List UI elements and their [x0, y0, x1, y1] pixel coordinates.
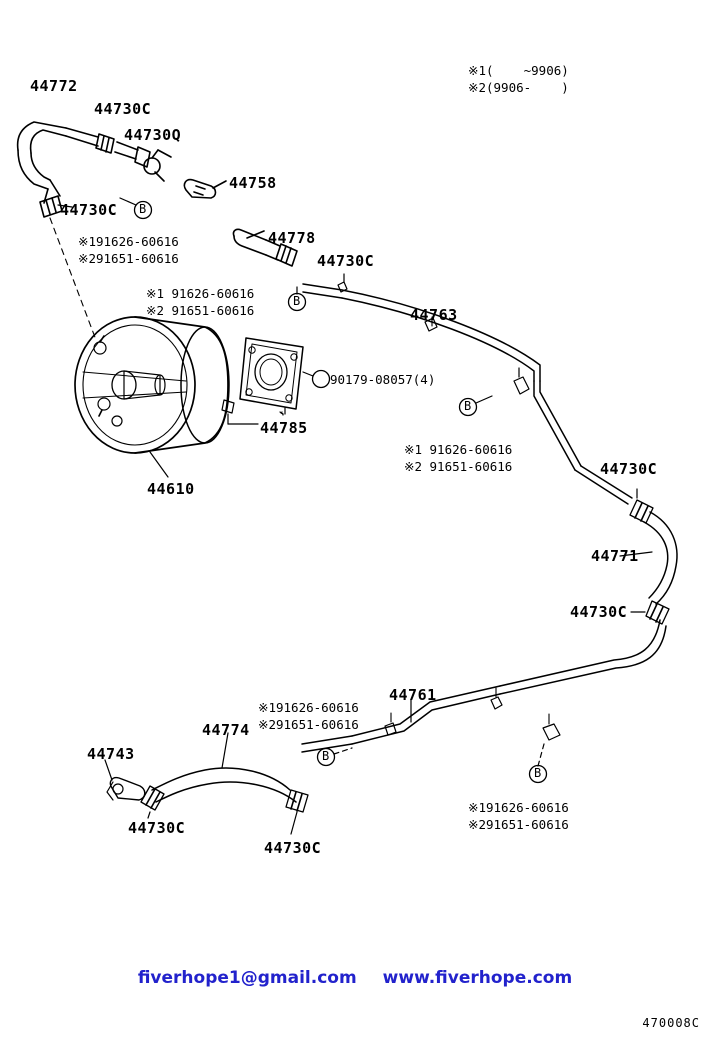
bolt-note-b-line2: ※2 91651-60616: [146, 302, 255, 318]
bolt-note-e-line2: ※291651-60616: [468, 816, 569, 832]
part-label-44730c-7: 44730C: [264, 839, 322, 857]
part-label-44730q: 44730Q: [124, 126, 182, 144]
callout-letter-b-3: B: [464, 399, 472, 413]
part-label-44610: 44610: [147, 480, 195, 498]
note-legend-line2: ※2(9906- ): [468, 79, 569, 95]
part-label-44774: 44774: [202, 721, 250, 739]
bolt-note-d-line2: ※291651-60616: [258, 716, 359, 732]
part-label-44730c-1: 44730C: [94, 100, 152, 118]
footer-email[interactable]: fiverhope1@gmail.com: [137, 968, 357, 988]
bolt-note-c-line1: ※1 91626-60616: [404, 442, 513, 457]
part-label-44761: 44761: [389, 686, 437, 704]
note-legend: [468, 63, 569, 97]
part-label-44785: 44785: [260, 419, 308, 437]
bolt-note-b: [146, 286, 254, 320]
part-label-44730c-2: 44730C: [60, 201, 118, 219]
bolt-note-a: [78, 234, 179, 268]
part-label-44758: 44758: [229, 174, 277, 192]
part-label-44730c-5: 44730C: [570, 603, 628, 621]
drawing-code: 470008C: [642, 1016, 700, 1030]
bolt-note-c-line2: ※2 91651-60616: [404, 458, 513, 474]
footer-links: [0, 968, 710, 988]
part-label-44771: 44771: [591, 547, 639, 565]
screw-note-90179: 90179-08057(4): [330, 372, 436, 387]
footer-website[interactable]: www.fiverhope.com: [382, 968, 573, 988]
bolt-note-c: [404, 442, 512, 476]
note-legend-line1: ※1( ~9906): [468, 63, 569, 78]
bolt-note-e-line1: ※191626-60616: [468, 800, 569, 815]
part-label-44743: 44743: [87, 745, 135, 763]
bolt-note-d: [258, 700, 359, 734]
callout-letter-b-1: B: [139, 202, 147, 216]
bolt-note-d-line1: ※191626-60616: [258, 700, 359, 715]
part-label-44730c-6: 44730C: [128, 819, 186, 837]
callout-letter-b-2: B: [293, 294, 301, 308]
bolt-note-a-line1: ※191626-60616: [78, 234, 179, 249]
callout-letter-b-5: B: [534, 766, 542, 780]
part-label-44730c-3: 44730C: [317, 252, 375, 270]
bolt-note-b-line1: ※1 91626-60616: [146, 286, 255, 301]
bolt-note-e: [468, 800, 569, 834]
part-label-44763: 44763: [410, 306, 458, 324]
part-label-44772: 44772: [30, 77, 78, 95]
part-label-44730c-4: 44730C: [600, 460, 658, 478]
part-label-44778: 44778: [268, 229, 316, 247]
callout-letter-b-4: B: [322, 749, 330, 763]
bolt-note-a-line2: ※291651-60616: [78, 250, 179, 266]
